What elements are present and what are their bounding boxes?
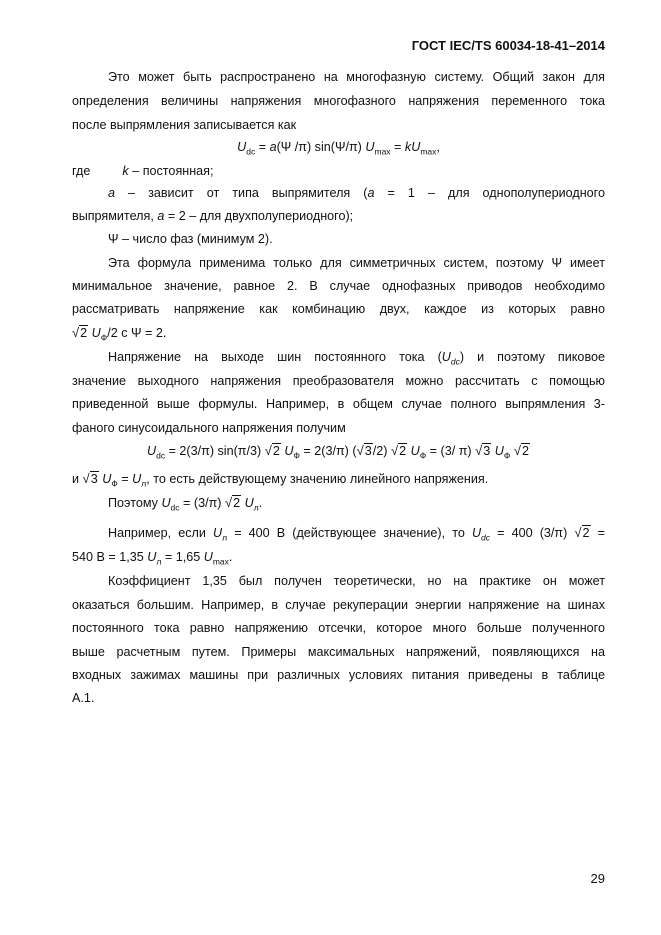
text-run: =	[590, 526, 606, 540]
text-run: = 2(3/π) sin(π/3)	[165, 444, 265, 458]
math-variable: U	[471, 526, 482, 540]
sqrt-expression	[357, 443, 373, 459]
text-run: после выпрямления записывается как	[72, 118, 297, 132]
text-line	[72, 349, 605, 370]
text-run: ,	[436, 140, 440, 154]
text-run: – зависит от типа выпрямителя (	[115, 186, 368, 200]
text-run: Эта формула применима только для симметричных систем, поэтому Ψ имеет	[108, 256, 605, 270]
text-line	[72, 208, 605, 224]
text-line	[72, 525, 605, 546]
math-variable: U	[494, 444, 504, 458]
radicand: 3	[90, 472, 98, 486]
math-variable: U	[410, 444, 420, 458]
text-line	[72, 573, 605, 589]
text-run: минимальное значение, равное 2. В случае однофазных приводов необходимо	[72, 279, 605, 293]
text-run: оказаться большим. Например, в случае рекуперации энергии напряжение на шинах	[72, 598, 605, 612]
text-run: фаного синусоидального напряжения получим	[72, 421, 346, 435]
sqrt-expression	[225, 495, 241, 511]
text-line	[72, 373, 605, 389]
text-run: Напряжение на выходе шин постоянного тока (	[108, 350, 442, 364]
sqrt-expression	[475, 443, 491, 459]
text-run: рассматривать напряжение как комбинацию двух, каждое из которых равно	[72, 302, 605, 316]
math-variable: U	[91, 326, 101, 340]
text-line	[72, 69, 605, 85]
sqrt-expression	[72, 325, 88, 341]
text-run: =	[255, 140, 270, 154]
radicand: 2	[582, 526, 590, 540]
text-line	[72, 396, 605, 412]
math-variable: U	[146, 444, 157, 458]
text-run: Например, если	[108, 526, 214, 540]
subscript: Ф	[293, 450, 300, 461]
text-line	[72, 420, 605, 436]
radical-sign: √	[356, 443, 364, 458]
text-run: = (3/ π)	[426, 444, 476, 458]
text-line	[72, 644, 605, 660]
document-header: ГОСТ IEC/TS 60034-18-41–2014	[411, 38, 605, 53]
text-line	[72, 325, 605, 346]
text-line	[72, 255, 605, 271]
text-run: =	[390, 140, 405, 154]
radical-sign: √	[513, 443, 521, 458]
text-line	[72, 93, 605, 109]
sqrt-expression	[574, 525, 590, 541]
radicand: 3	[364, 444, 372, 458]
text-run: приведенной выше формулы. Например, в общем случае полного выпрямления 3-	[72, 397, 605, 411]
text-run: – постоянная;	[128, 164, 214, 178]
radical-sign: √	[72, 325, 80, 340]
subscript: л	[222, 532, 228, 543]
sqrt-expression	[391, 443, 407, 459]
subscript: dc	[246, 146, 256, 157]
math-variable: U	[161, 496, 171, 510]
math-variable: a	[269, 140, 277, 154]
radical-sign: √	[390, 443, 399, 458]
math-variable: U	[284, 444, 294, 458]
sqrt-expression	[265, 443, 281, 459]
math-variable: U	[441, 350, 451, 364]
text-run: Ψ – число фаз (минимум 2).	[108, 232, 273, 246]
radical-sign: √	[224, 495, 233, 510]
text-run: = (3/π)	[179, 496, 225, 510]
radical-sign: √	[574, 525, 582, 540]
math-variable: a	[108, 186, 116, 200]
radical-sign: √	[264, 443, 272, 458]
radicand: 3	[483, 444, 491, 458]
subscript: Ф	[419, 450, 427, 461]
subscript: Ф	[111, 478, 118, 489]
text-run: 540 В = 1,35	[72, 550, 148, 564]
subscript: max	[374, 146, 391, 157]
subscript: Ф	[503, 450, 511, 461]
text-run: (Ψ /π) sin(Ψ/π)	[276, 140, 366, 154]
radical-sign: √	[82, 471, 90, 486]
text-line	[72, 185, 605, 201]
subscript: Ф	[100, 332, 108, 343]
math-variable: U	[237, 140, 247, 154]
radicand: 2	[272, 444, 280, 458]
text-run: определения величины напряжения многофазного напряжения переменного тока	[72, 94, 605, 108]
text-line	[72, 231, 605, 247]
text-run: ) и поэтому пиковое	[459, 350, 605, 364]
radicand: 2	[399, 444, 407, 458]
radicand: 2	[80, 326, 88, 340]
text-run: .	[258, 496, 263, 510]
math-variable: U	[132, 472, 142, 486]
subscript: dc	[481, 532, 491, 543]
text-run: выше расчетным путем. Примеры максимальных напряжений, появляющихся на	[72, 645, 605, 659]
math-variable: U	[365, 140, 375, 154]
math-variable: a	[157, 209, 165, 223]
text-run: = 1,65	[161, 550, 204, 564]
radical-sign: √	[475, 443, 483, 458]
text-run: Коэффициент 1,35 был получен теоретически, но на практике он может	[108, 574, 605, 588]
text-run: и	[72, 472, 83, 486]
text-line	[72, 549, 605, 570]
radicand: 2	[233, 496, 241, 510]
text-run: А.1.	[72, 691, 95, 705]
math-variable: a	[367, 186, 375, 200]
subscript: max	[212, 556, 229, 567]
text-run: = 2(3/π) (	[299, 444, 357, 458]
math-variable: U	[244, 496, 254, 510]
text-run: где	[72, 164, 91, 178]
text-line	[72, 278, 605, 294]
text-line	[72, 139, 605, 160]
radicand: 2	[521, 444, 529, 458]
page-number: 29	[590, 871, 605, 886]
subscript: л	[253, 502, 259, 513]
subscript: dc	[170, 502, 180, 513]
sqrt-expression	[514, 443, 530, 459]
text-run: постоянного тока равно напряжению отсечки, которое много больше полученного	[72, 621, 605, 635]
text-run: /2 с Ψ = 2.	[107, 326, 167, 340]
text-run: /2)	[372, 444, 391, 458]
text-line	[72, 667, 605, 683]
text-run: = 2 – для двухполупериодного);	[164, 209, 354, 223]
text-line	[72, 443, 605, 464]
text-run: .	[228, 550, 233, 564]
text-run: Это может быть распространено на многофазную систему. Общий закон для	[108, 70, 605, 84]
text-run: =	[117, 472, 133, 486]
text-run: входных зажимах машины при различных условиях питания приведены в таблице	[72, 668, 605, 682]
math-variable: U	[213, 526, 223, 540]
sqrt-expression	[83, 471, 99, 487]
text-run: = 1 – для однополупериодного	[374, 186, 606, 200]
math-variable: U	[102, 472, 112, 486]
math-variable: U	[147, 550, 157, 564]
text-line	[72, 471, 605, 492]
subscript: л	[156, 556, 162, 567]
text-line	[72, 690, 605, 706]
text-line	[72, 117, 605, 133]
subscript: dc	[450, 356, 460, 367]
text-line	[72, 163, 605, 179]
text-run: выпрямителя,	[72, 209, 158, 223]
math-variable: kU	[404, 140, 421, 154]
math-variable: k	[122, 164, 129, 178]
subscript: max	[420, 146, 437, 157]
text-run: значение выходного напряжения преобразователя можно рассчитать с помощью	[72, 374, 605, 388]
math-variable: U	[203, 550, 213, 564]
text-run: Поэтому	[108, 496, 162, 510]
text-line	[72, 301, 605, 317]
subscript: л	[141, 478, 147, 489]
text-line	[72, 620, 605, 636]
subscript: dc	[156, 450, 166, 461]
text-line	[72, 597, 605, 613]
text-run: = 400 (3/π)	[490, 526, 575, 540]
text-line	[72, 495, 605, 516]
text-run: , то есть действующему значению линейного напряжения.	[146, 472, 489, 486]
text-run: = 400 В (действующее значение), то	[227, 526, 472, 540]
